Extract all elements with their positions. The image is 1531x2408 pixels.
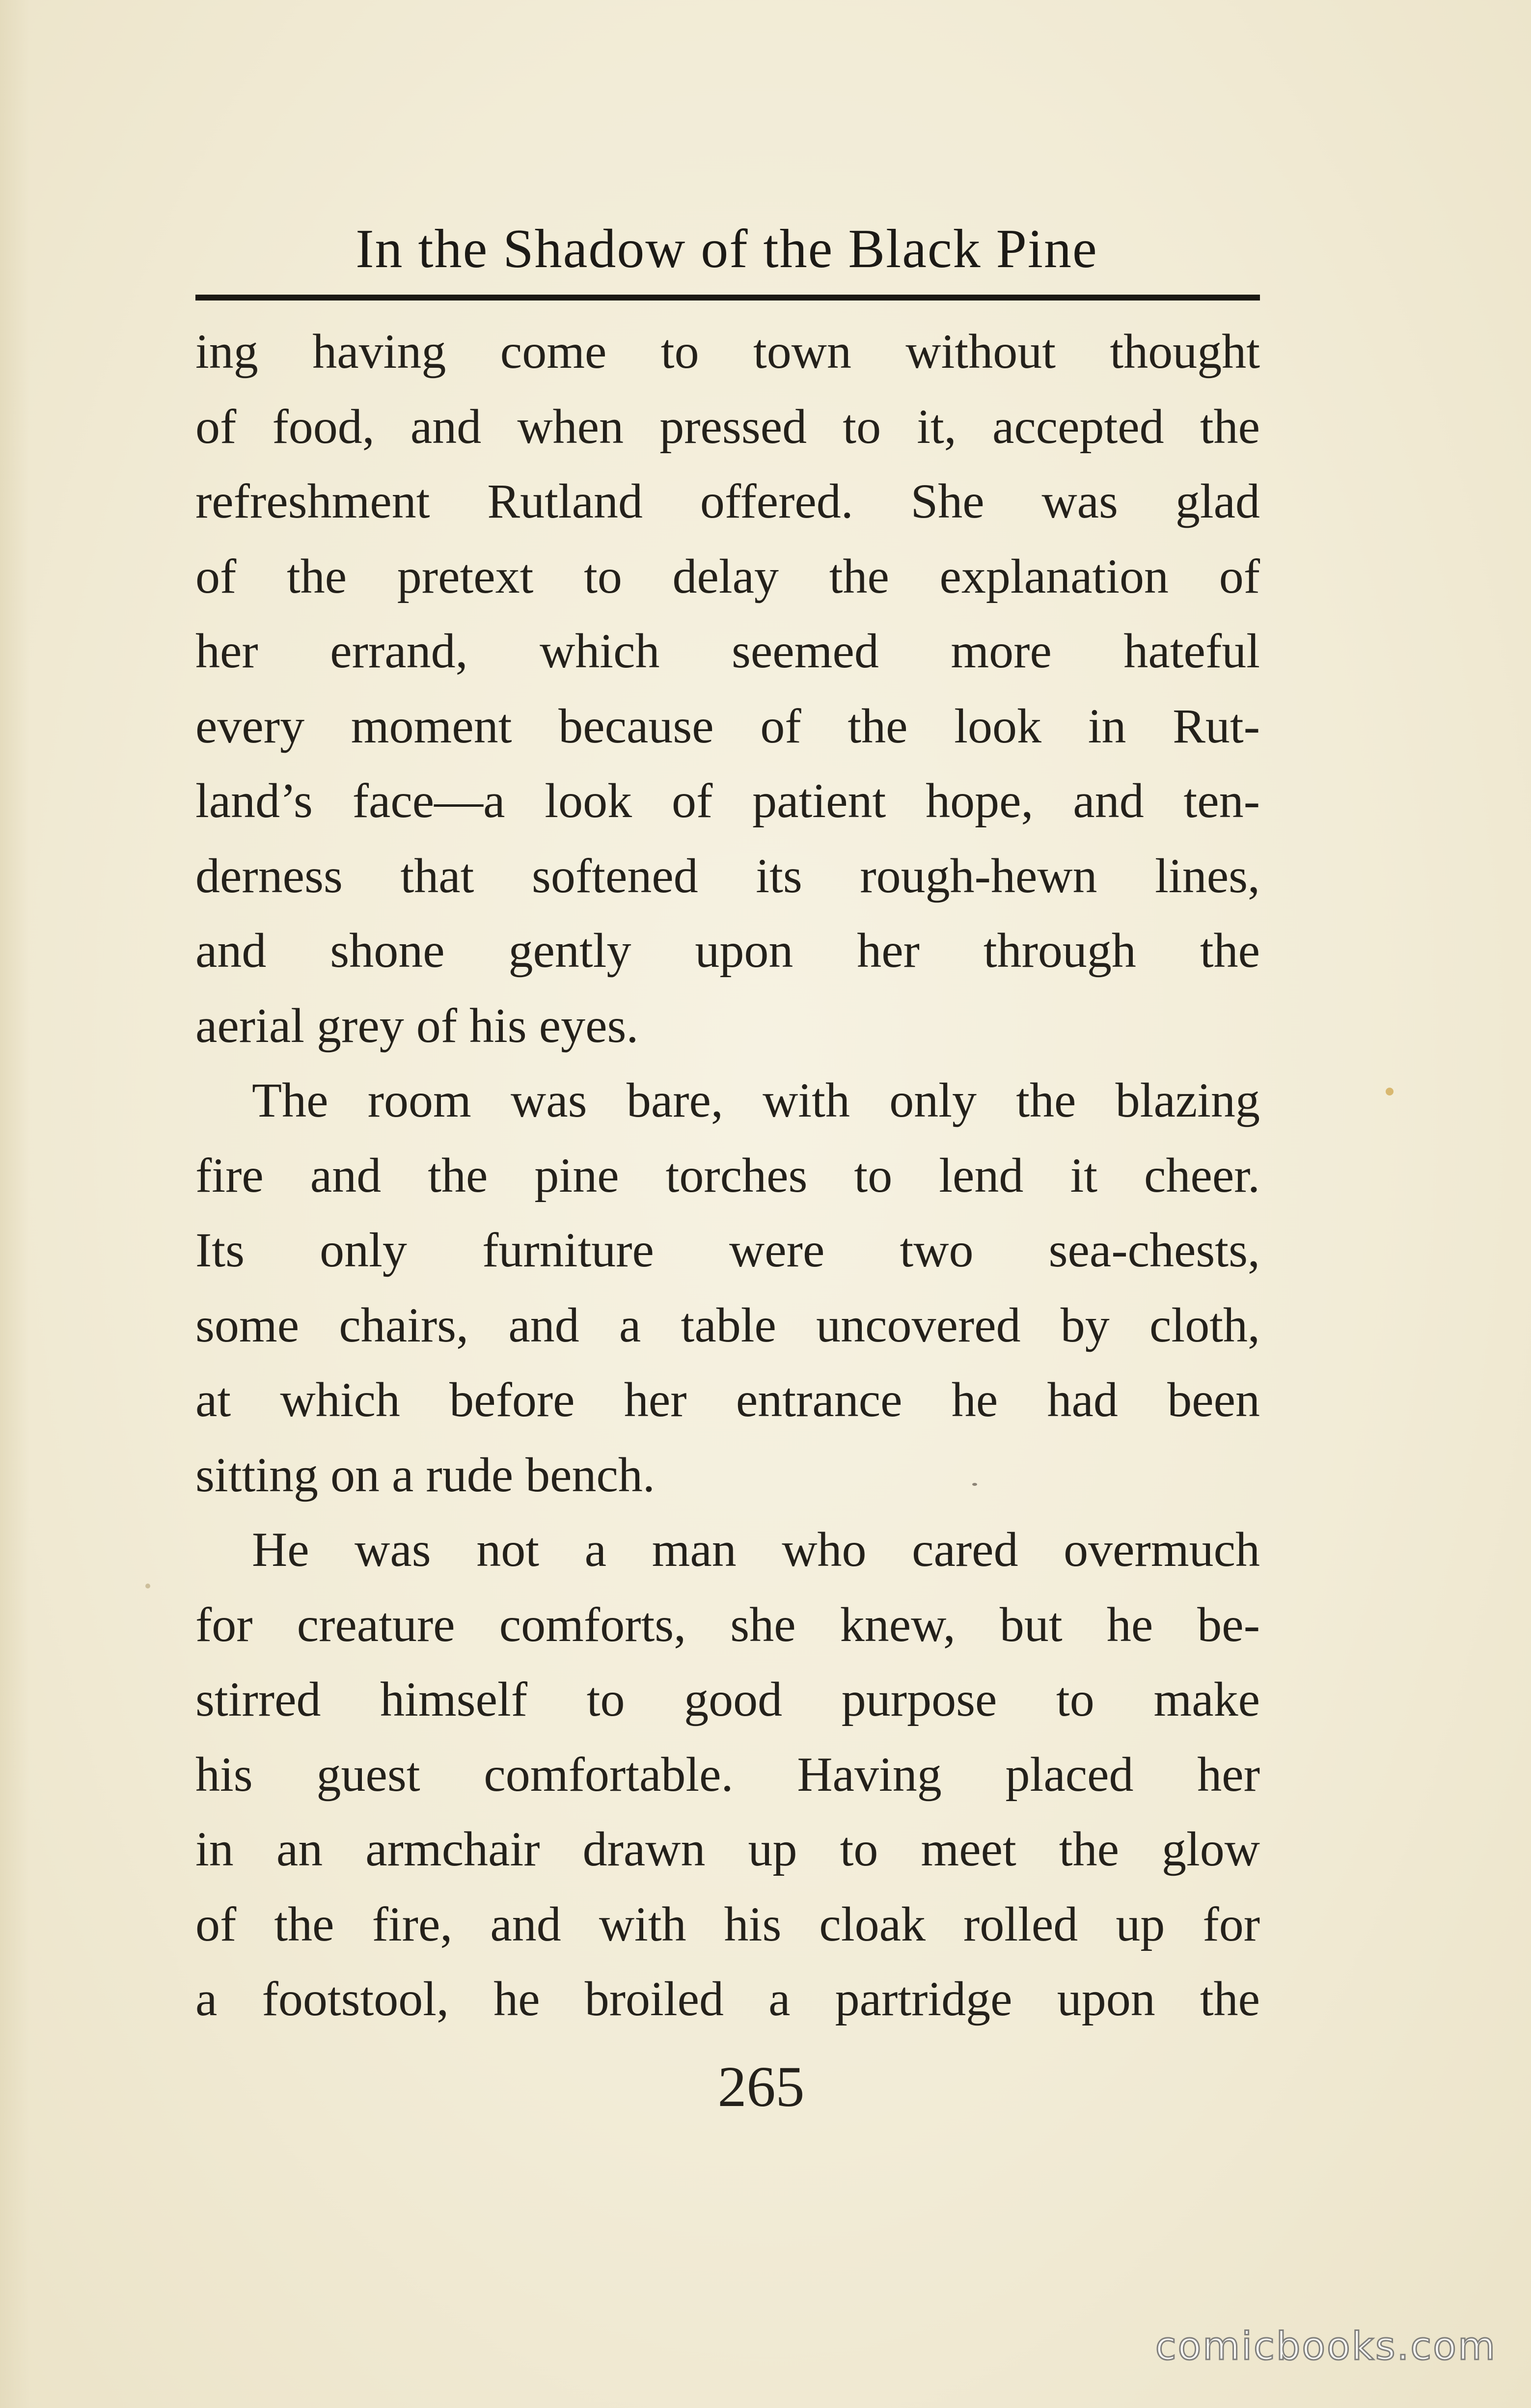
running-head: In the Shadow of the Black Pine: [355, 219, 1098, 279]
page-gutter-shadow: [0, 0, 29, 2408]
text-line: a footstool, he broiled a partridge upon the: [195, 1971, 1260, 2026]
body-text: [195, 314, 1260, 2037]
text-line: land’s face—a look of patient hope, and ten-: [195, 773, 1260, 828]
text-line: stirred himself to good purpose to make: [195, 1672, 1260, 1726]
watermark-logo: comicbooks.com: [1155, 2325, 1497, 2369]
text-line: Its only furniture were two sea-chests,: [195, 1223, 1260, 1277]
text-line: and shone gently upon her through the: [195, 923, 1260, 978]
paragraph-first-line: He was not a man who cared overmuch: [252, 1522, 1260, 1577]
text-line: sitting on a rude bench.: [195, 1447, 655, 1502]
text-line: his guest comfortable. Having placed her: [195, 1747, 1260, 1802]
text-line: aerial grey of his eyes.: [195, 998, 639, 1053]
running-head-rule: [195, 295, 1260, 301]
text-line: in an armchair drawn up to meet the glow: [195, 1822, 1260, 1876]
text-line: fire and the pine torches to lend it cheer.: [195, 1148, 1260, 1203]
paper-speck: [145, 1584, 150, 1588]
paragraph-first-line: The room was bare, with only the blazing: [252, 1073, 1260, 1127]
text-line: derness that softened its rough-hewn lines,: [195, 848, 1260, 903]
page-number: 265: [717, 2054, 805, 2119]
text-line: of food, and when pressed to it, accepted the: [195, 399, 1260, 454]
text-line: every moment because of the look in Rut-: [195, 698, 1260, 753]
text-line: her errand, which seemed more hateful: [195, 624, 1260, 678]
text-line: of the pretext to delay the explanation of: [195, 548, 1260, 603]
text-line: refreshment Rutland offered. She was glad: [195, 474, 1260, 528]
text-line: some chairs, and a table uncovered by cloth,: [195, 1297, 1260, 1352]
text-line: for creature comforts, she knew, but he be-: [195, 1597, 1260, 1652]
text-line: ing having come to town without thought: [195, 324, 1260, 379]
paper-speck: [1386, 1088, 1394, 1095]
text-line: of the fire, and with his cloak rolled up for: [195, 1896, 1260, 1951]
paper-speck: [972, 1483, 977, 1486]
text-line: at which before her entrance he had been: [195, 1372, 1260, 1427]
